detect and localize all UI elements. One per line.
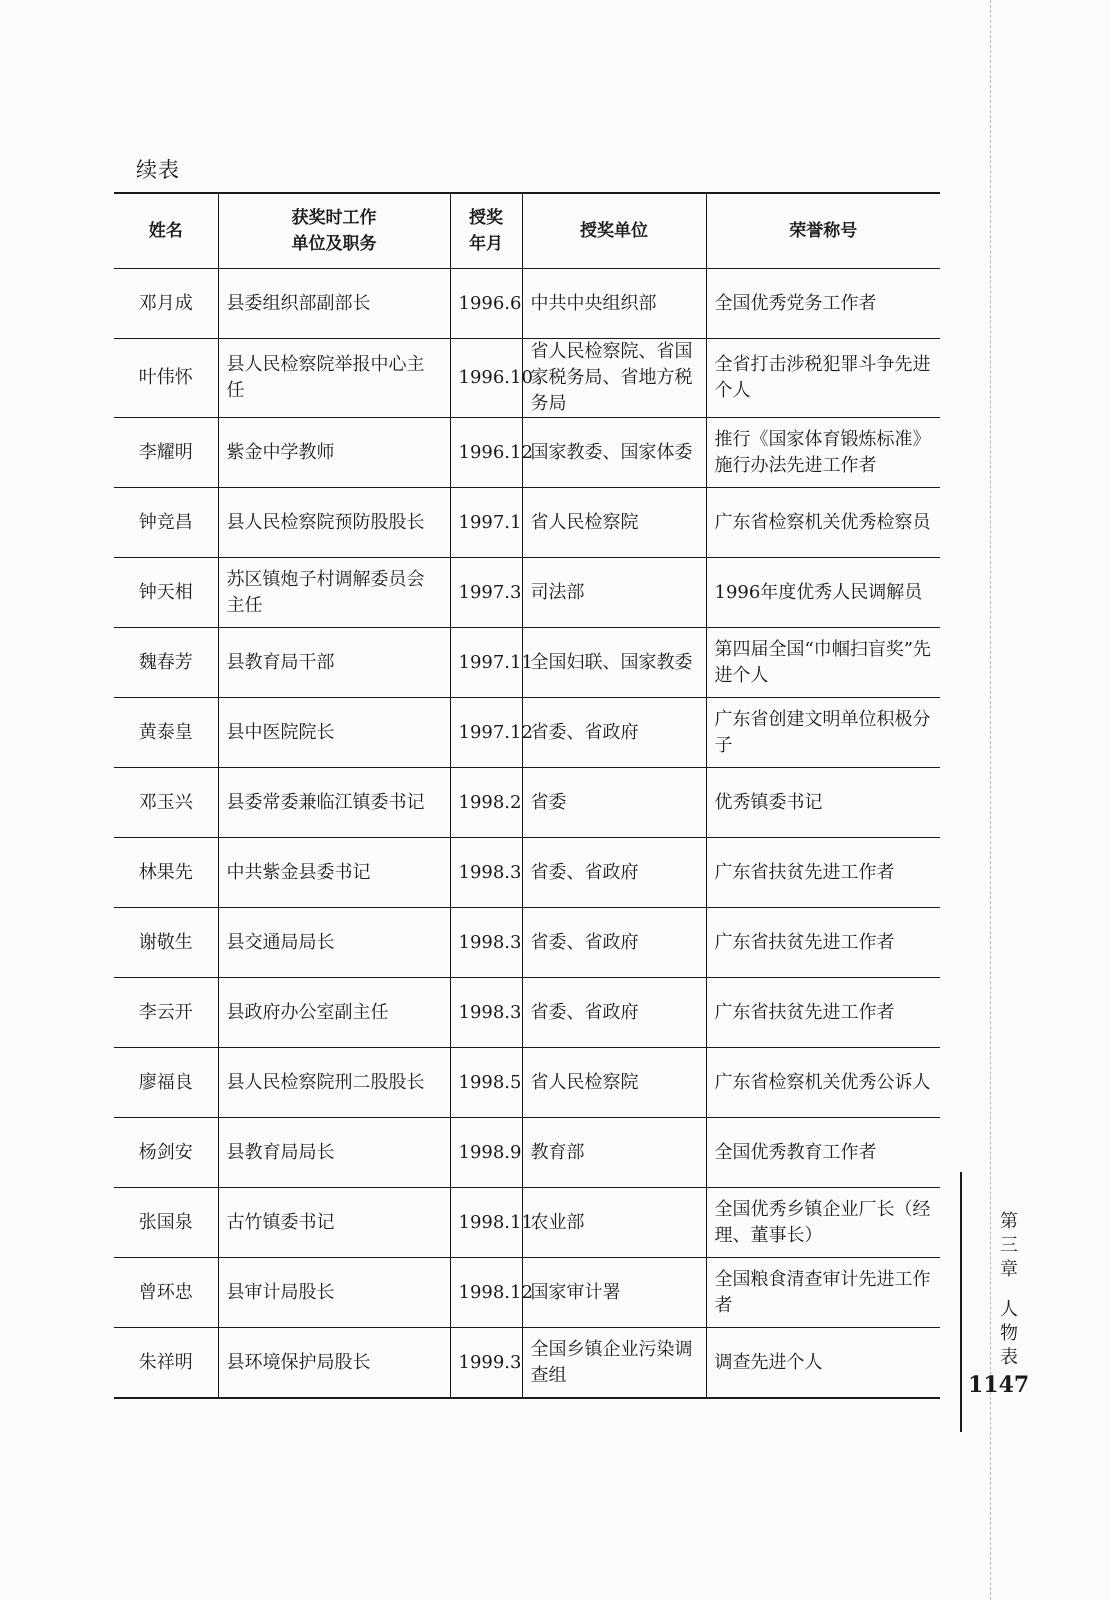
cell-date: 1999.3 xyxy=(450,1328,522,1399)
table-row xyxy=(114,838,940,908)
table-row xyxy=(114,558,940,628)
cell-date: 1996.6 xyxy=(450,269,522,339)
cell-unit: 县人民检察院举报中心主任 xyxy=(218,339,450,418)
cell-grantor: 全国妇联、国家教委 xyxy=(522,628,706,698)
table-caption: 续表 xyxy=(136,158,180,182)
cell-honor: 推行《国家体育锻炼标准》施行办法先进工作者 xyxy=(706,418,940,488)
cell-honor: 调查先进个人 xyxy=(706,1328,940,1399)
table-row xyxy=(114,1188,940,1258)
cell-name: 邓玉兴 xyxy=(114,768,218,838)
cell-unit: 县政府办公室副主任 xyxy=(218,978,450,1048)
cell-unit: 县审计局股长 xyxy=(218,1258,450,1328)
table-row xyxy=(114,418,940,488)
cell-date: 1997.11 xyxy=(450,628,522,698)
cell-grantor: 省委、省政府 xyxy=(522,978,706,1048)
table-row xyxy=(114,768,940,838)
cell-unit: 县教育局局长 xyxy=(218,1118,450,1188)
cell-unit: 古竹镇委书记 xyxy=(218,1188,450,1258)
awards-table xyxy=(114,192,940,1399)
chapter-char: 三 xyxy=(1000,1235,1018,1256)
table-row xyxy=(114,698,940,768)
cell-unit: 县交通局局长 xyxy=(218,908,450,978)
cell-unit: 县人民检察院预防股股长 xyxy=(218,488,450,558)
table-row xyxy=(114,269,940,339)
cell-name: 李耀明 xyxy=(114,418,218,488)
cell-date: 1998.12 xyxy=(450,1258,522,1328)
chapter-char: 章 xyxy=(1000,1259,1018,1280)
header-unit-line2: 单位及职务 xyxy=(291,234,377,254)
cell-date: 1998.2 xyxy=(450,768,522,838)
cell-honor: 1996年度优秀人民调解员 xyxy=(706,558,940,628)
cell-grantor: 省人民检察院、省国家税务局、省地方税务局 xyxy=(522,339,706,418)
cell-date: 1998.3 xyxy=(450,838,522,908)
cell-grantor: 省委、省政府 xyxy=(522,698,706,768)
cell-grantor: 省人民检察院 xyxy=(522,1048,706,1118)
header-grantor: 授奖单位 xyxy=(522,193,706,269)
cell-grantor: 司法部 xyxy=(522,558,706,628)
cell-grantor: 国家教委、国家体委 xyxy=(522,418,706,488)
chapter-side-label xyxy=(994,1210,1024,1370)
cell-date: 1998.3 xyxy=(450,978,522,1048)
cell-date: 1998.11 xyxy=(450,1188,522,1258)
header-honor: 荣誉称号 xyxy=(706,193,940,269)
header-date-line1: 授奖 xyxy=(469,208,503,228)
header-unit xyxy=(218,193,450,269)
cell-grantor: 农业部 xyxy=(522,1188,706,1258)
cell-name: 钟天相 xyxy=(114,558,218,628)
cell-grantor: 省人民检察院 xyxy=(522,488,706,558)
cell-name: 张国泉 xyxy=(114,1188,218,1258)
cell-name: 朱祥明 xyxy=(138,1351,193,1373)
cell-unit: 中共紫金县委书记 xyxy=(218,838,450,908)
cell-name: 李云开 xyxy=(114,978,218,1048)
cell-grantor: 省委、省政府 xyxy=(522,838,706,908)
table-row xyxy=(114,488,940,558)
header-name: 姓名 xyxy=(114,193,218,269)
cell-honor: 广东省检察机关优秀公诉人 xyxy=(706,1048,940,1118)
cell-date: 1996.10 xyxy=(450,339,522,418)
cell-honor: 全国优秀党务工作者 xyxy=(706,269,940,339)
table-row xyxy=(114,339,940,418)
cell-grantor: 中共中央组织部 xyxy=(522,269,706,339)
cell-name: 曾环忠 xyxy=(114,1258,218,1328)
cell-name: 魏春芳 xyxy=(114,628,218,698)
cell-grantor: 省委、省政府 xyxy=(522,908,706,978)
table-row xyxy=(114,1258,940,1328)
cell-name: 谢敬生 xyxy=(114,908,218,978)
cell-date: 1998.5 xyxy=(450,1048,522,1118)
cell-unit: 县教育局干部 xyxy=(218,628,450,698)
cell-grantor: 教育部 xyxy=(522,1118,706,1188)
cell-grantor: 全国乡镇企业污染调查组 xyxy=(522,1328,706,1399)
header-date-line2: 年月 xyxy=(469,234,503,254)
cell-honor: 第四届全国“巾帼扫盲奖”先进个人 xyxy=(706,628,940,698)
table-row xyxy=(114,1048,940,1118)
cell-date: 1996.12 xyxy=(450,418,522,488)
table-row xyxy=(114,908,940,978)
header-date xyxy=(450,193,522,269)
cell-honor: 全国优秀教育工作者 xyxy=(706,1118,940,1188)
cell-honor: 全国优秀乡镇企业厂长（经理、董事长） xyxy=(706,1188,940,1258)
cell-grantor: 国家审计署 xyxy=(522,1258,706,1328)
cell-unit: 县人民检察院刑二股股长 xyxy=(218,1048,450,1118)
table-header-row xyxy=(114,193,940,269)
cell-honor: 广东省创建文明单位积极分子 xyxy=(706,698,940,768)
cell-date: 1997.1 xyxy=(450,488,522,558)
cell-honor: 全省打击涉税犯罪斗争先进个人 xyxy=(706,339,940,418)
cell-name: 叶伟怀 xyxy=(114,339,218,418)
cell-unit: 紫金中学教师 xyxy=(218,418,450,488)
margin-rule xyxy=(960,1172,962,1432)
header-unit-line1: 获奖时工作 xyxy=(291,208,377,228)
cell-name: 杨剑安 xyxy=(114,1118,218,1188)
cell-name: 林果先 xyxy=(114,838,218,908)
cell-date: 1998.9 xyxy=(450,1118,522,1188)
cell-unit: 县环境保护局股长 xyxy=(218,1328,450,1399)
table-row xyxy=(114,978,940,1048)
title-char: 物 xyxy=(1000,1323,1018,1344)
cell-name: 邓月成 xyxy=(114,269,218,339)
page-number: 1147 xyxy=(968,1372,1030,1398)
cell-unit: 县委组织部副部长 xyxy=(218,269,450,339)
cell-name: 黄泰皇 xyxy=(114,698,218,768)
cell-unit: 县委常委兼临江镇委书记 xyxy=(218,768,450,838)
table-row xyxy=(114,628,940,698)
cell-name: 廖福良 xyxy=(114,1048,218,1118)
title-char: 表 xyxy=(1000,1347,1018,1368)
cell-honor: 全国粮食清查审计先进工作者 xyxy=(706,1258,940,1328)
cell-unit: 苏区镇炮子村调解委员会主任 xyxy=(218,558,450,628)
table-row xyxy=(114,1118,940,1188)
cell-honor: 优秀镇委书记 xyxy=(706,768,940,838)
cell-date: 1998.3 xyxy=(450,908,522,978)
cell-date: 1997.3 xyxy=(450,558,522,628)
cell-grantor: 省委 xyxy=(522,768,706,838)
table-body xyxy=(114,269,940,1399)
table-row xyxy=(114,1328,940,1399)
chapter-char: 第 xyxy=(1000,1211,1018,1232)
page-edge-line xyxy=(990,0,991,1600)
cell-name: 钟竞昌 xyxy=(114,488,218,558)
cell-date: 1997.12 xyxy=(450,698,522,768)
cell-honor: 广东省扶贫先进工作者 xyxy=(706,908,940,978)
cell-honor: 广东省扶贫先进工作者 xyxy=(706,838,940,908)
title-char: 人 xyxy=(1000,1299,1018,1320)
cell-honor: 广东省扶贫先进工作者 xyxy=(706,978,940,1048)
cell-unit: 县中医院院长 xyxy=(218,698,450,768)
cell-honor: 广东省检察机关优秀检察员 xyxy=(706,488,940,558)
